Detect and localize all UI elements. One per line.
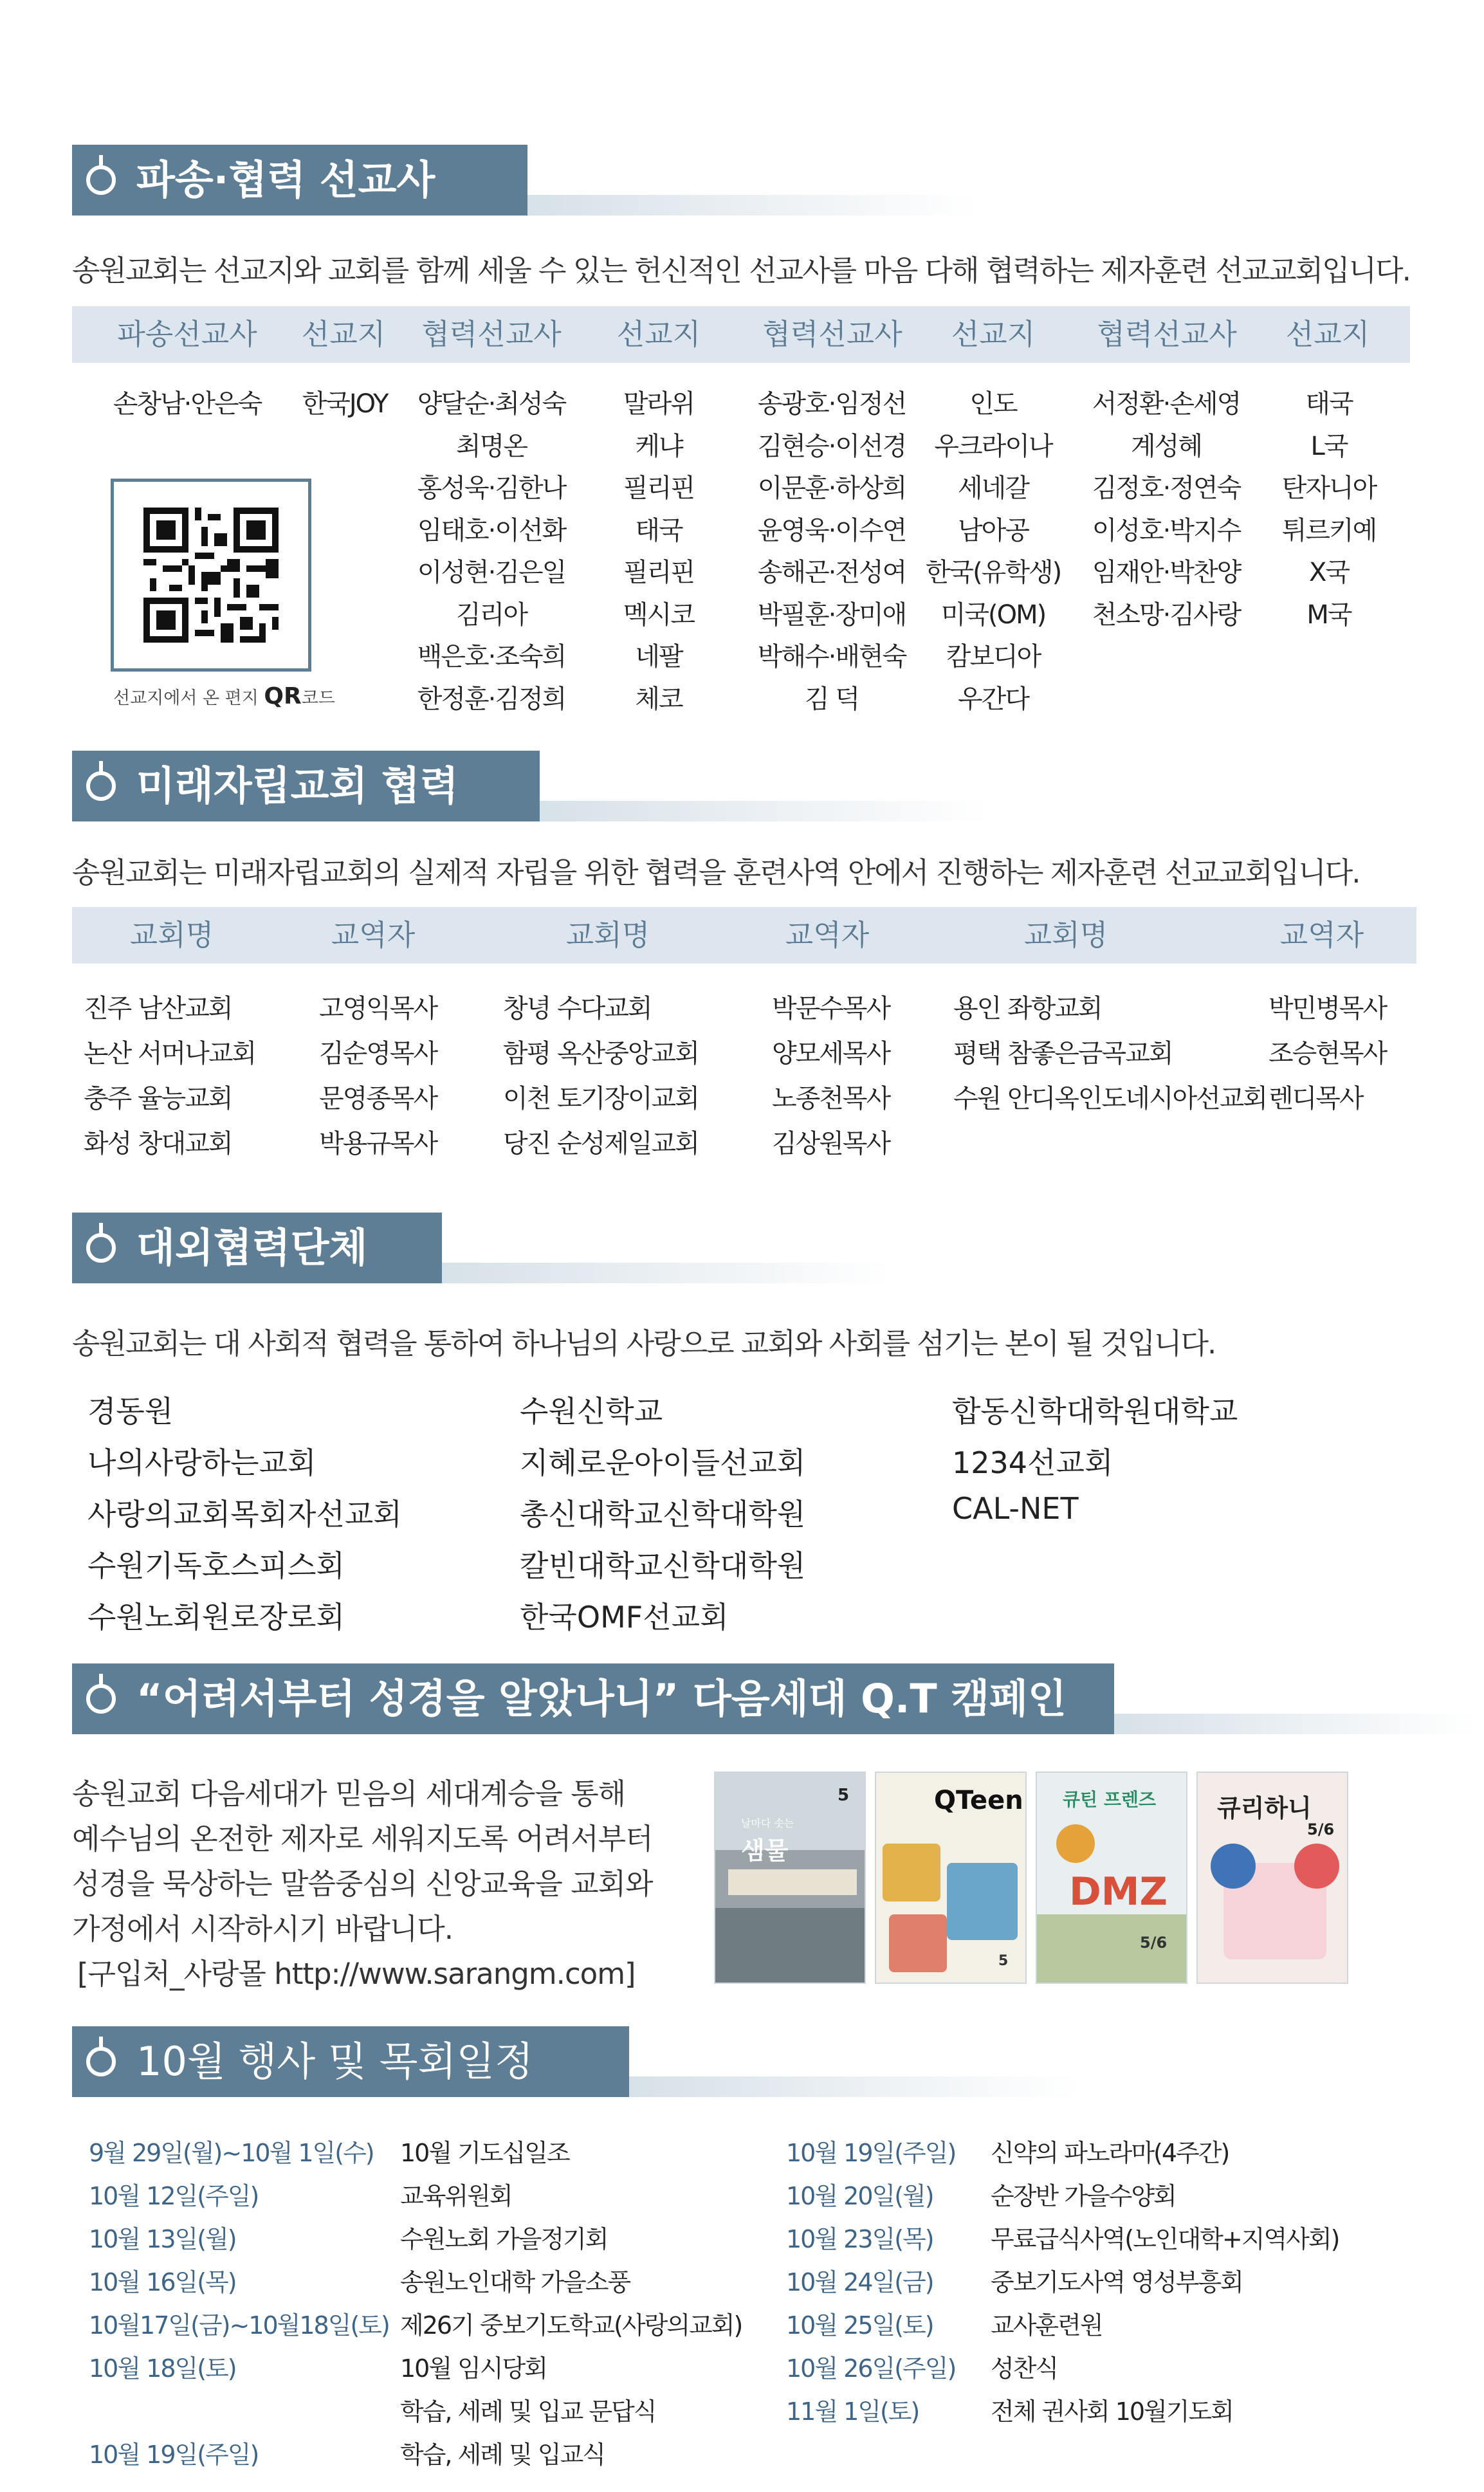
event-date: 10월 20일(월): [786, 2182, 933, 2210]
event-date: 10월 24일(금): [786, 2268, 933, 2296]
pastor-name: 문영종목사: [319, 1084, 437, 1113]
qr-caption-strong: QR: [264, 683, 302, 710]
missionary-place: 태국: [635, 515, 682, 545]
event-name: 신약의 파노라마(4주간): [991, 2139, 1229, 2167]
section-intro: 송원교회는 미래자립교회의 실제적 자립을 위한 협력을 훈련사역 안에서 진행하는 제자훈련 선교교회입니다.: [72, 856, 1360, 890]
missionary-name: 최명온: [456, 431, 527, 461]
section-title: 대외협력단체: [136, 1224, 368, 1271]
missionary-place: 인도: [969, 389, 1017, 419]
cover-title: QTeen: [934, 1786, 1023, 1815]
cover-issue: 5: [838, 1786, 850, 1805]
missionary-place: 필리핀: [623, 558, 694, 587]
missionary-name: 김 덕: [805, 684, 859, 714]
church-name: 진주 남산교회: [84, 994, 232, 1023]
missionary-name: 양달순·최성숙: [417, 389, 566, 419]
event-date: 11월 1일(토): [786, 2397, 919, 2426]
partner-org: 경동원: [87, 1394, 174, 1429]
column-header: 선교지: [616, 317, 701, 351]
column-header: 교역자: [1279, 918, 1364, 952]
event-name: 교육위원회: [400, 2182, 512, 2210]
pastor-name: 렌디목사: [1269, 1084, 1363, 1113]
pastor-name: 박용규목사: [319, 1129, 437, 1159]
church-name: 평택 참좋은금곡교회: [953, 1039, 1173, 1068]
missionary-place: 케냐: [635, 431, 682, 461]
missionary-place: 네팔: [635, 642, 682, 672]
partner-org: 지혜로운아이들선교회: [520, 1445, 806, 1480]
cover-title: 큐리하니: [1217, 1794, 1312, 1822]
event-date: 10월17일(금)~10월18일(토): [89, 2311, 389, 2340]
section-title: 미래자립교회 협력: [136, 762, 459, 809]
section-title: “어려서부터 성경을 알았나니” 다음세대 Q.T 캠페인: [136, 1675, 1067, 1722]
church-name: 함평 옥산중앙교회: [503, 1039, 699, 1068]
column-header: 선교지: [301, 317, 386, 351]
event-date: 10월 12일(주일): [89, 2182, 259, 2210]
missionary-name: 서정환·손세영: [1092, 389, 1241, 419]
section-title: 파송·협력 선교사: [136, 156, 435, 203]
pastor-name: 김상원목사: [772, 1129, 890, 1159]
pastor-name: 조승현목사: [1269, 1039, 1387, 1068]
qr-caption-tail: 코드: [301, 688, 335, 708]
qr-caption: [113, 683, 335, 710]
qt-text-line: 가정에서 시작하시기 바랍니다.: [72, 1912, 453, 1946]
missionary-name: 천소망·김사랑: [1092, 600, 1241, 630]
missionary-place: 한국(유학생): [925, 558, 1061, 587]
event-date: 10월 13일(월): [89, 2225, 236, 2253]
missionary-name: 이성호·박지수: [1092, 515, 1241, 545]
column-header: 교회명: [1023, 918, 1108, 952]
missionary-name: 임재안·박찬양: [1092, 558, 1241, 587]
event-name: 순장반 가을수양회: [991, 2182, 1176, 2210]
church-name: 화성 창대교회: [84, 1129, 232, 1159]
qt-text-line: 예수님의 온전한 제자로 세워지도록 어려서부터: [72, 1822, 653, 1856]
event-name: 학습, 세례 및 입교식: [400, 2441, 605, 2469]
event-name: 송원노인대학 가을소풍: [400, 2268, 630, 2296]
missionary-name: 김현승·이선경: [757, 431, 906, 461]
column-header: 교역자: [331, 918, 416, 952]
church-name: 용인 좌항교회: [953, 994, 1102, 1023]
sent-missionary-name: 손창남·안은숙: [113, 389, 262, 419]
column-header: 선교지: [951, 317, 1036, 351]
section-ring-icon: [86, 2047, 116, 2076]
section-title: 10월 행사 및 목회일정: [136, 2038, 534, 2085]
missionary-table-header: [72, 306, 1410, 363]
event-name: 10월 기도십일조: [400, 2139, 569, 2167]
missionary-place: 멕시코: [623, 600, 694, 630]
missionary-place: 미국(OM): [940, 600, 1046, 630]
cover-issue: 5: [998, 1953, 1009, 1969]
cover-issue: 5/6: [1307, 1820, 1335, 1838]
partner-org: 나의사랑하는교회: [87, 1445, 316, 1480]
sent-missionary-place: 한국JOY: [302, 389, 388, 419]
cover-title: 샘물: [741, 1837, 789, 1865]
missionary-place: 탄자니아: [1281, 473, 1377, 503]
column-header: 파송선교사: [117, 317, 257, 351]
partner-org: 총신대학교신학대학원: [520, 1497, 806, 1532]
missionary-name: 임태호·이선화: [417, 515, 566, 545]
qr-code-icon: [114, 482, 308, 668]
event-date: 10월 19일(주일): [89, 2441, 259, 2469]
partner-org: CAL-NET: [952, 1491, 1079, 1526]
missionary-name: 김정호·정연숙: [1092, 473, 1241, 503]
cover-subtitle: 큐틴 프렌즈: [1063, 1789, 1156, 1810]
column-header: 교회명: [565, 918, 650, 952]
column-header: 협력선교사: [1097, 317, 1237, 351]
event-date: 10월 16일(목): [89, 2268, 236, 2296]
partner-org: 칼빈대학교신학대학원: [520, 1548, 806, 1583]
future-church-table-header: [72, 907, 1416, 964]
pastor-name: 박문수목사: [772, 994, 890, 1023]
event-date: 9월 29일(월)~10월 1일(수): [89, 2139, 374, 2167]
pastor-name: 김순영목사: [319, 1039, 437, 1068]
missionary-place: 우크라이나: [934, 431, 1052, 461]
missionary-place: 태국: [1305, 389, 1353, 419]
missionary-place: 세네갈: [958, 473, 1029, 503]
column-header: 교회명: [129, 918, 214, 952]
missionary-name: 송광호·임정선: [757, 389, 906, 419]
section-ring-icon: [86, 771, 116, 801]
church-name: 창녕 수다교회: [503, 994, 652, 1023]
partner-org: 수원신학교: [520, 1394, 663, 1429]
church-name: 논산 서머나교회: [84, 1039, 256, 1068]
missionary-name: 백은호·조숙희: [417, 642, 566, 672]
missionary-name: 계성혜: [1131, 431, 1202, 461]
qt-book-cover: [1196, 1772, 1348, 1984]
pastor-name: 노종천목사: [772, 1084, 890, 1113]
partner-org: 합동신학대학원대학교: [952, 1394, 1238, 1429]
event-name: 10월 임시당회: [400, 2354, 547, 2383]
event-name: 교사훈련원: [991, 2311, 1103, 2340]
qt-text-line: 송원교회 다음세대가 믿음의 세대계승을 통해: [72, 1777, 626, 1811]
event-date: 10월 23일(목): [786, 2225, 933, 2253]
church-name: 당진 순성제일교회: [503, 1129, 699, 1159]
section-ring-icon: [86, 165, 116, 195]
qr-code[interactable]: [111, 479, 311, 672]
church-name: 이천 토기장이교회: [503, 1084, 699, 1113]
cover-issue: 5/6: [1140, 1934, 1168, 1952]
event-date: 10월 19일(주일): [786, 2139, 956, 2167]
qt-purchase-link[interactable]: [구입처_사랑몰 http://www.sarangm.com]: [77, 1957, 636, 1991]
missionary-name: 김리아: [456, 600, 527, 630]
partner-org: 수원기독호스피스회: [87, 1548, 345, 1583]
qt-book-cover: [875, 1772, 1027, 1984]
cover-subtitle: 날마다 솟는: [741, 1817, 794, 1829]
missionary-place: 남아공: [958, 515, 1029, 545]
missionary-name: 한정훈·김정희: [417, 684, 566, 714]
event-date: 10월 26일(주일): [786, 2354, 956, 2383]
qt-book-cover: [714, 1772, 866, 1984]
pastor-name: 박민병목사: [1269, 994, 1387, 1023]
church-name: 충주 율능교회: [84, 1084, 232, 1113]
column-header: 협력선교사: [762, 317, 902, 351]
event-name: 성찬식: [991, 2354, 1058, 2383]
missionary-name: 윤영욱·이수연: [757, 515, 906, 545]
missionary-place: 캄보디아: [946, 642, 1041, 672]
pastor-name: 고영익목사: [319, 994, 437, 1023]
missionary-name: 이성현·김은일: [417, 558, 566, 587]
section-intro: 송원교회는 대 사회적 협력을 통하여 하나님의 사랑으로 교회와 사회를 섬기는 본이 될 것입니다.: [72, 1326, 1216, 1361]
partner-org: 수원노회원로장로회: [87, 1600, 345, 1635]
section-ring-icon: [86, 1233, 116, 1263]
column-header: 협력선교사: [421, 317, 562, 351]
partner-org: 사랑의교회목회자선교회: [87, 1497, 402, 1532]
qt-text-line: 성경을 묵상하는 말씀중심의 신앙교육을 교회와: [72, 1867, 653, 1901]
missionary-name: 박필훈·장미애: [757, 600, 906, 630]
missionary-name: 송해곤·전성여: [757, 558, 906, 587]
missionary-place: 말라위: [623, 389, 694, 419]
partner-org: 1234선교회: [952, 1445, 1113, 1480]
qr-caption-text: 선교지에서 온 편지: [113, 688, 259, 708]
event-name: 중보기도사역 영성부흥회: [991, 2268, 1243, 2296]
section-ring-icon: [86, 1684, 116, 1714]
missionary-name: 이문훈·하상희: [757, 473, 906, 503]
section-intro: 송원교회는 선교지와 교회를 함께 세울 수 있는 헌신적인 선교사를 마음 다해 협력하는 제자훈련 선교교회입니다.: [72, 253, 1410, 288]
event-name: 학습, 세례 및 입교 문답식: [400, 2397, 656, 2426]
event-date: 10월 25일(토): [786, 2311, 933, 2340]
missionary-place: X국: [1308, 558, 1350, 587]
missionary-name: 홍성욱·김한나: [417, 473, 566, 503]
column-header: 선교지: [1285, 317, 1370, 351]
column-header: 교역자: [785, 918, 870, 952]
partner-org: 한국OMF선교회: [520, 1600, 729, 1635]
missionary-place: 튀르키예: [1281, 515, 1377, 545]
missionary-name: 박해수·배현숙: [757, 642, 906, 672]
cover-title: DMZ: [1069, 1869, 1168, 1914]
pastor-name: 양모세목사: [772, 1039, 890, 1068]
missionary-place: 체코: [635, 684, 682, 714]
event-name: 수원노회 가을정기회: [400, 2225, 608, 2253]
event-name: 전체 권사회 10월기도회: [991, 2397, 1233, 2426]
missionary-place: 필리핀: [623, 473, 694, 503]
missionary-place: M국: [1306, 600, 1351, 630]
event-name: 무료급식사역(노인대학+지역사회): [991, 2225, 1339, 2253]
event-name: 제26기 중보기도학교(사랑의교회): [400, 2311, 742, 2340]
event-date: 10월 18일(토): [89, 2354, 236, 2383]
church-name: 수원 안디옥인도네시아선교회: [953, 1084, 1267, 1113]
missionary-place: L국: [1310, 431, 1348, 461]
missionary-place: 우간다: [958, 684, 1029, 714]
qt-book-cover: [1036, 1772, 1187, 1984]
